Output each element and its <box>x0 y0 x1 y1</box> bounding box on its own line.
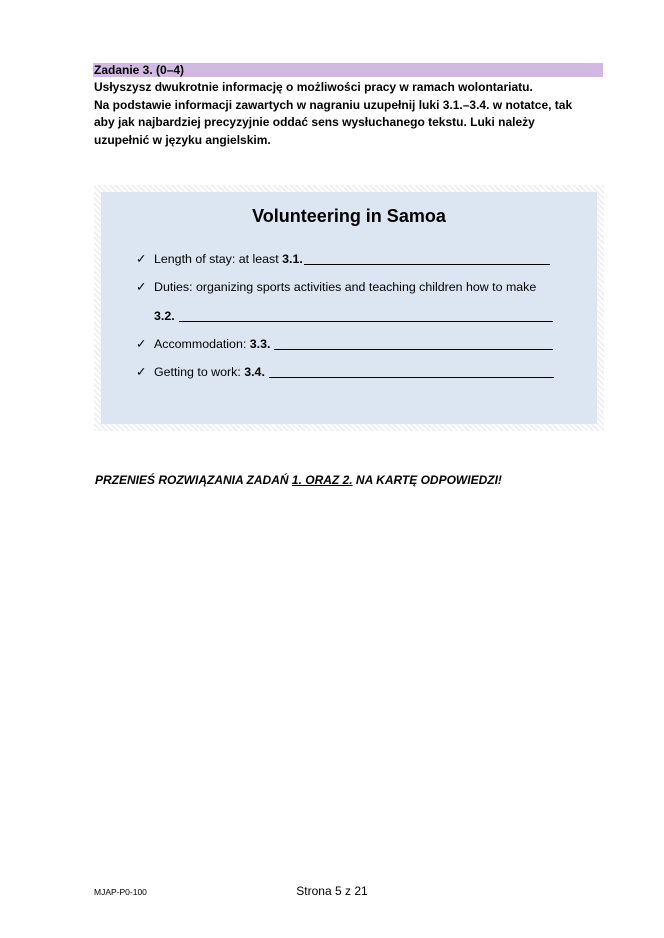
item-label: Length of stay: at least <box>154 252 283 266</box>
page-number: Strona 5 z 21 <box>296 884 368 898</box>
task-ref-2: 2. <box>342 473 353 487</box>
note-item-duties-gap <box>154 309 175 324</box>
answer-gap-3-4[interactable] <box>269 377 554 378</box>
transfer-answers-notice <box>95 473 502 487</box>
instruction-line: uzupełnić w języku angielskim. <box>94 132 271 147</box>
exam-code: MJAP-P0-100 <box>94 887 147 897</box>
checkmark-icon: ✓ <box>136 337 147 351</box>
instruction-line: Na podstawie informacji zawartych w nagraniu uzupełnij luki 3.1.–3.4. w notatce, tak <box>94 97 573 112</box>
gap-number: 3.3. <box>249 337 271 351</box>
item-label: Duties: organizing sports activities and teaching children how to make <box>154 280 537 294</box>
note-item-getting-to-work <box>136 365 265 380</box>
item-label: Accommodation: <box>154 337 250 351</box>
notice-conjunction: ORAZ <box>301 473 343 487</box>
checkmark-icon: ✓ <box>136 252 147 266</box>
task-ref-1: 1. <box>291 473 302 487</box>
answer-gap-3-3[interactable] <box>274 349 553 350</box>
checkmark-icon: ✓ <box>136 280 147 294</box>
instruction-line: Usłyszysz dwukrotnie informację o możliwości pracy w ramach wolontariatu. <box>94 80 533 94</box>
notice-text-end: NA KARTĘ ODPOWIEDZI! <box>352 473 502 487</box>
task-instructions <box>94 79 604 149</box>
checkmark-icon: ✓ <box>136 365 147 379</box>
instruction-line: aby jak najbardziej precyzyjnie oddać sens wysłuchanego tekstu. Luki należy <box>94 115 535 129</box>
note-title: Volunteering in Samoa <box>252 206 446 226</box>
answer-gap-3-2[interactable] <box>179 321 553 322</box>
note-item-accommodation <box>136 337 270 352</box>
answer-gap-3-1[interactable] <box>304 264 550 265</box>
notice-text: PRZENIEŚ ROZWIĄZANIA ZADAŃ <box>95 473 292 487</box>
task-header <box>93 63 603 77</box>
note-item-duties <box>136 280 536 295</box>
gap-number: 3.2. <box>154 309 175 323</box>
note-item-length-of-stay <box>136 252 303 267</box>
gap-number: 3.1. <box>282 252 303 266</box>
item-label: Getting to work: <box>154 365 245 379</box>
task-number: Zadanie 3. (0–4) <box>94 63 185 77</box>
gap-number: 3.4. <box>244 365 265 379</box>
